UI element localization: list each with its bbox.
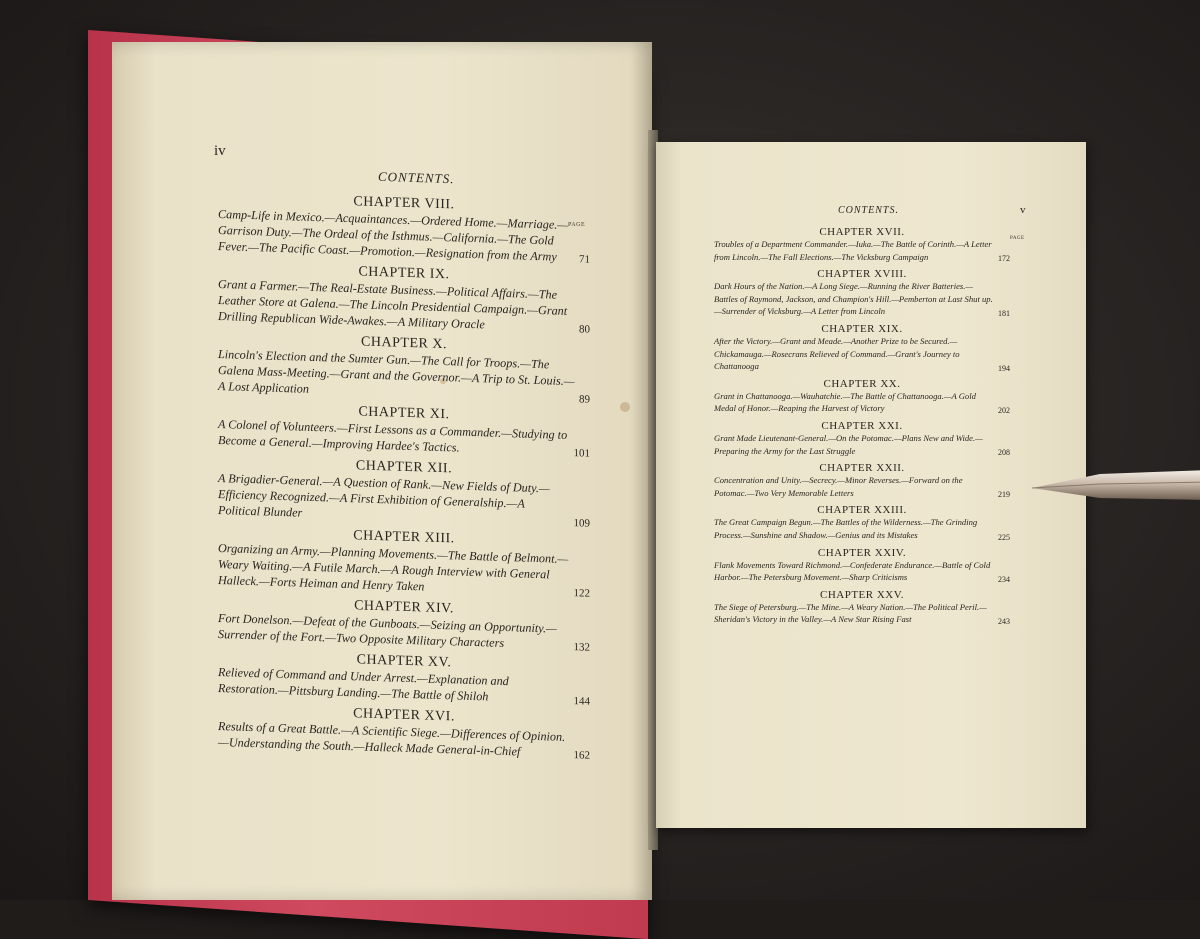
chapter-summary: Lincoln's Election and the Sumter Gun.—The Call for Troops.—The Galena Mass-Meeting.—Grant and the Governor.—A Trip to St. Louis.—A Lost Application (218, 347, 575, 396)
toc-entry (218, 648, 590, 708)
toc-entry (218, 400, 590, 460)
chapter-summary: The Great Campaign Begun.—The Battles of the Wilderness.—The Grinding Process.—Sunshine and Shadow.—Genius and its Mistakes (714, 517, 978, 540)
chapter-number: CHAPTER XXIV. (817, 546, 907, 559)
toc-entry (714, 462, 1010, 499)
chapter-number: CHAPTER XXV. (819, 588, 905, 601)
toc-entry (218, 594, 590, 654)
right-folio: v (1020, 204, 1026, 216)
toc-entry (714, 420, 1010, 457)
toc-entry (218, 524, 590, 600)
chapter-summary: Fort Donelson.—Defeat of the Gunboats.—Seizing an Opportunity.—Surrender of the Fort.—Two Opposite Military Characters (218, 611, 557, 650)
chapter-number: CHAPTER XIV. (354, 598, 454, 617)
chapter-number: CHAPTER XII. (355, 458, 453, 477)
chapter-number: CHAPTER XXIII. (817, 504, 907, 517)
chapter-page-number: 219 (998, 490, 1010, 500)
chapter-page-number: 109 (573, 517, 590, 530)
chapter-summary: Camp-Life in Mexico.—Acquaintances.—Ordered Home.—Marriage.—Garrison Duty.—The Ordeal of the Isthmus.—California.—The Gold Fever.—The Pacific Coast.—Promotion.—Resignation from the Army (218, 207, 569, 264)
chapter-number: CHAPTER VIII. (353, 194, 455, 213)
chapter-number: CHAPTER XVII. (819, 226, 905, 238)
chapter-page-number: 234 (998, 574, 1010, 584)
chapter-page-number: 202 (998, 405, 1010, 415)
chapter-summary: Grant Made Lieutenant-General.—On the Potomac.—Plans New and Wide.—Preparing the Army for the Last Struggle (714, 432, 983, 456)
chapter-page-number: 101 (573, 447, 590, 460)
toc-entry (714, 268, 1010, 318)
chapter-number: CHAPTER XX. (823, 377, 901, 390)
chapter-summary: The Siege of Petersburg.—The Mine.—A Weary Nation.—The Political Peril.—Sheridan's Victory in the Valley.—A New Star Rising Fast (714, 601, 987, 625)
left-contents-list (218, 190, 590, 762)
right-page-label: PAGE (1010, 236, 1025, 241)
chapter-page-number: 122 (573, 587, 590, 600)
toc-entry (714, 226, 1010, 263)
chapter-page-number: 132 (573, 641, 590, 654)
right-contents-list (714, 226, 1010, 626)
left-running-head: CONTENTS. (377, 168, 455, 187)
toc-entry (714, 547, 1010, 584)
chapter-number: CHAPTER XVI. (353, 706, 455, 725)
chapter-number: CHAPTER IX. (358, 264, 450, 283)
chapter-page-number: 144 (573, 695, 590, 708)
chapter-summary: Organizing an Army.—Planning Movements.—The Battle of Belmont.—Weary Waiting.—A Futile March.—A Rough Interview with General Halleck.—Forts Heiman and Henry Taken (218, 541, 569, 594)
chapter-number: CHAPTER XV. (356, 652, 452, 671)
left-folio: iv (214, 143, 226, 159)
chapter-summary: A Brigadier-General.—A Question of Rank.—New Fields of Duty.—Efficiency Recognized.—A First Exhibition of Generalship.—A Political Blunder (218, 471, 550, 520)
chapter-number: CHAPTER XIX. (821, 322, 903, 335)
chapter-summary: A Colonel of Volunteers.—First Lessons as a Commander.—Studying to Become a General.—Improving Hardee's Tactics. (218, 417, 568, 455)
chapter-page-number: 162 (573, 749, 590, 762)
toc-entry (714, 504, 1010, 541)
chapter-number: CHAPTER XVIII. (817, 268, 907, 281)
toc-entry (218, 330, 590, 406)
chapter-page-number: 89 (579, 393, 590, 406)
toc-entry (218, 190, 590, 266)
chapter-summary: Results of a Great Battle.—A Scientific Siege.—Differences of Opinion.—Understanding the South.—Halleck Made General-in-Chief (218, 719, 566, 759)
toc-entry (714, 589, 1010, 626)
chapter-page-number: 80 (579, 323, 590, 336)
chapter-summary: Concentration and Unity.—Secrecy.—Minor Reverses.—Forward on the Potomac.—Two Very Memorable Letters (714, 475, 963, 498)
chapter-number: CHAPTER XIII. (353, 528, 455, 547)
chapter-page-number: 243 (998, 616, 1010, 626)
chapter-summary: After the Victory.—Grant and Meade.—Another Prize to be Secured.—Chickamauga.—Rosecrans Relieved of Command.—Grant's Journey to Chattanooga (714, 335, 960, 372)
chapter-page-number: 225 (998, 532, 1010, 542)
chapter-summary: Dark Hours of the Nation.—A Long Siege.—Running the River Batteries.—Battles of Raymond, Jackson, and Champion's Hill.—Pemberton at Last Shut up.—Surrender of Vicksburg.—A Letter from Lincoln (714, 281, 993, 317)
chapter-page-number: 208 (998, 448, 1010, 458)
toc-entry (714, 378, 1010, 415)
chapter-page-number: 181 (998, 308, 1010, 318)
chapter-summary: Grant a Farmer.—The Real-Estate Business.—Political Affairs.—The Leather Store at Galena.—The Lincoln Presidential Campaign.—Grant Drilling Republican Wide-Awakes.—A Military Oracle (218, 277, 568, 332)
chapter-page-number: 71 (579, 253, 590, 266)
letter-opener-blade (1030, 466, 1200, 502)
chapter-number: CHAPTER XI. (358, 404, 450, 423)
chapter-page-number: 172 (998, 254, 1010, 264)
chapter-summary: Troubles of a Department Commander.—Iuka.—The Battle of Corinth.—A Letter from Lincoln.—The Fall Elections.—The Vicksburg Campaign (714, 239, 992, 262)
toc-entry (218, 454, 590, 530)
toc-entry (714, 323, 1010, 373)
chapter-summary: Grant in Chattanooga.—Wauhatchie.—The Battle of Chattanooga.—A Gold Medal of Honor.—Reaping the Harvest of Victory (714, 390, 976, 414)
chapter-number: CHAPTER XXII. (819, 462, 905, 475)
chapter-summary: Flank Movements Toward Richmond.—Confederate Endurance.—Battle of Cold Harbor.—The Petersburg Movement.—Sharp Criticisms (714, 559, 991, 583)
chapter-summary: Relieved of Command and Under Arrest.—Explanation and Restoration.—Pittsburg Landing.—The Battle of Shiloh (218, 665, 509, 704)
foxing-spot (620, 402, 630, 412)
right-running-head: CONTENTS. (838, 205, 899, 216)
chapter-number: CHAPTER XXI. (821, 419, 903, 432)
chapter-page-number: 194 (998, 363, 1010, 373)
toc-entry (218, 260, 590, 336)
left-page-label: PAGE (568, 222, 586, 228)
chapter-number: CHAPTER X. (361, 334, 447, 353)
